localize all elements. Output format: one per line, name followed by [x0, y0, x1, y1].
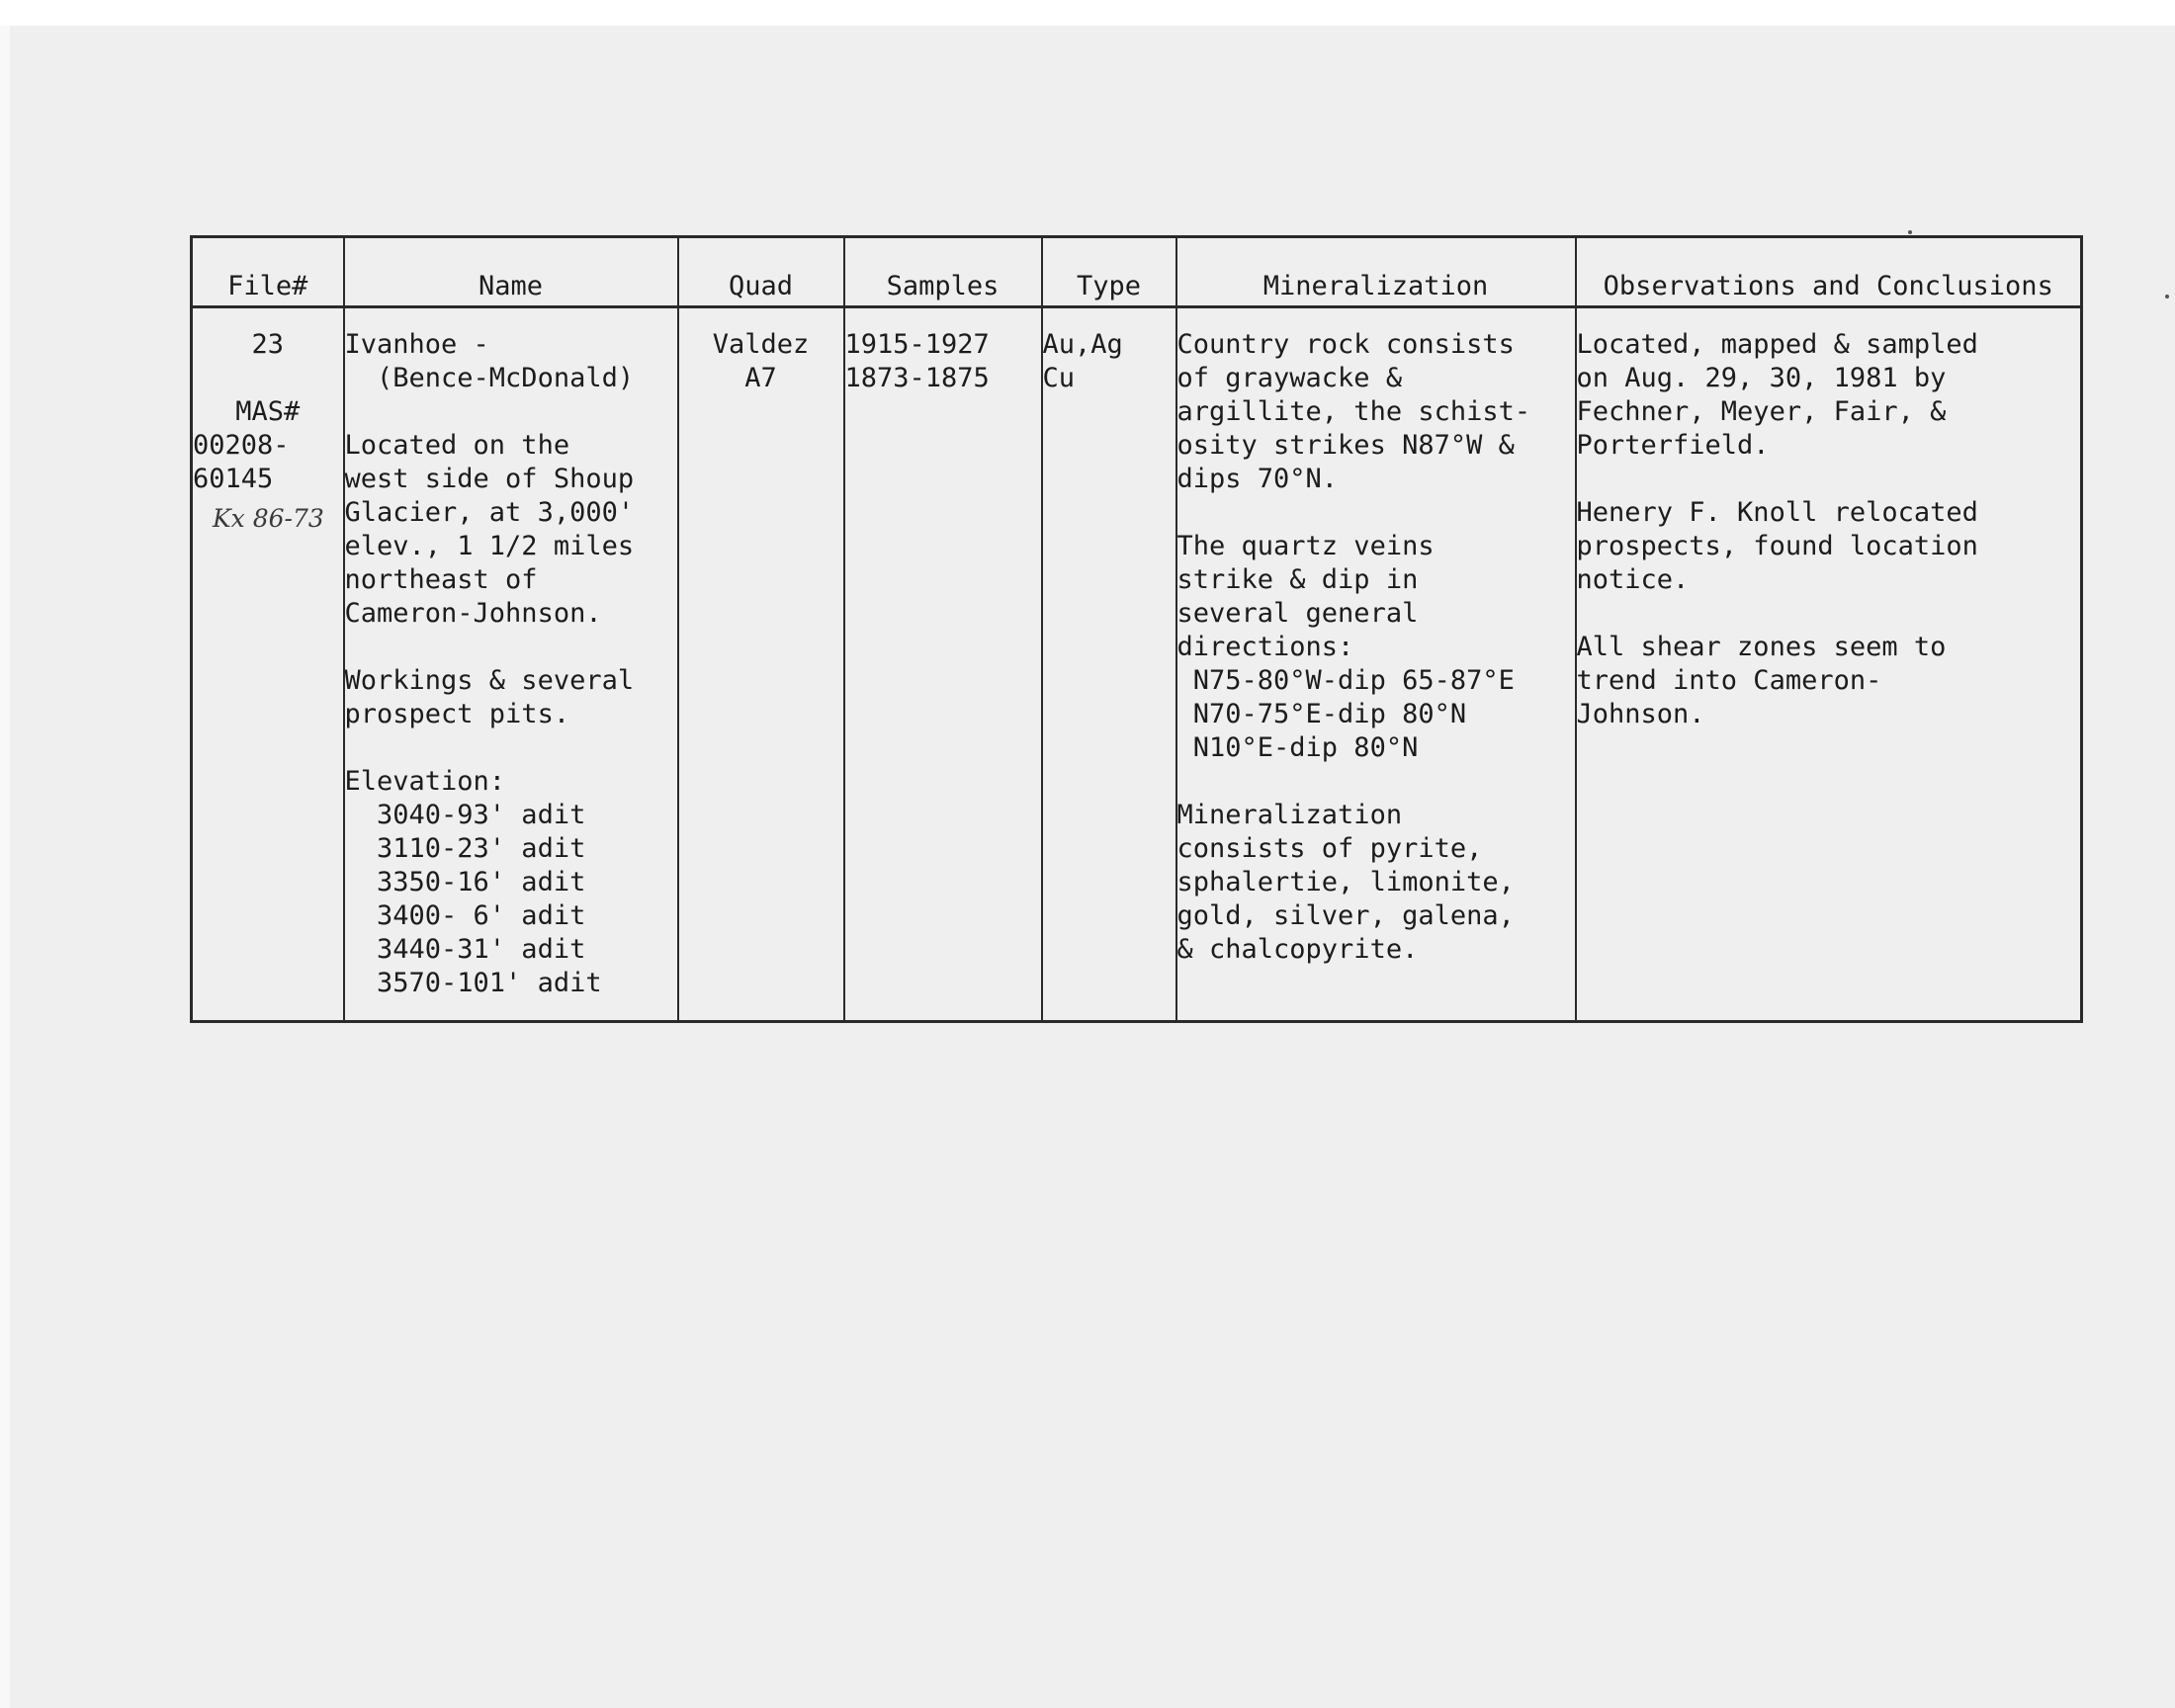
quad-line: Valdez	[712, 329, 810, 360]
knoll-line: notice.	[1576, 564, 1690, 595]
name-title-line: (Bence-McDonald)	[344, 363, 635, 393]
scan-speck	[2165, 295, 2169, 299]
elevation-label: Elevation:	[344, 766, 506, 797]
country-rock-line: argillite, the schist-	[1176, 396, 1531, 427]
header-mineralization: Mineralization	[1176, 237, 1576, 307]
header-observations: Observations and Conclusions	[1576, 237, 2082, 307]
location-line: elev., 1 1/2 miles	[344, 531, 635, 561]
minerals-line: sphalertie, limonite,	[1176, 867, 1515, 897]
country-rock-line: dips 70°N.	[1176, 464, 1339, 494]
elevation-line: 3350-16' adit	[344, 867, 586, 897]
veins-line: N75-80°W-dip 65-87°E	[1176, 665, 1515, 696]
location-line: west side of Shoup	[344, 464, 635, 494]
samples-line: 1873-1875	[844, 363, 990, 393]
located-line: Fechner, Meyer, Fair, &	[1576, 396, 1947, 427]
cell-file	[192, 307, 344, 1022]
scan-speck	[1908, 230, 1912, 234]
samples-line: 1915-1927	[844, 329, 990, 360]
veins-line: several general	[1176, 598, 1419, 629]
located-line: on Aug. 29, 30, 1981 by	[1576, 363, 1947, 393]
name-title-line: Ivanhoe -	[344, 329, 489, 360]
shear-line: Johnson.	[1576, 699, 1705, 729]
type-line: Cu	[1042, 363, 1076, 393]
country-rock-line: Country rock consists	[1176, 329, 1515, 360]
minerals-line: gold, silver, galena,	[1176, 900, 1515, 931]
veins-line: strike & dip in	[1176, 564, 1419, 595]
minerals-line: Mineralization	[1176, 800, 1403, 830]
minerals-line: & chalcopyrite.	[1176, 934, 1419, 965]
cell-quad	[678, 307, 844, 1022]
header-type: Type	[1042, 237, 1176, 307]
table-row	[192, 307, 2082, 1022]
mas-number-line: 00208-	[193, 430, 290, 461]
workings-line: Workings & several	[344, 665, 635, 696]
scan-margin	[0, 26, 10, 1708]
minerals-line: consists of pyrite,	[1176, 833, 1483, 864]
file-number: 23	[251, 329, 284, 360]
type-line: Au,Ag	[1042, 329, 1123, 360]
mas-number-line: 60145	[193, 464, 274, 494]
cell-samples	[844, 307, 1042, 1022]
veins-line: The quartz veins	[1176, 531, 1435, 561]
handwritten-note: Kx 86-73	[213, 504, 324, 533]
cell-name	[344, 307, 678, 1022]
cell-type	[1042, 307, 1176, 1022]
workings-line: prospect pits.	[344, 699, 570, 729]
located-line: Porterfield.	[1576, 430, 1770, 461]
prospect-record-table	[190, 235, 2083, 1023]
elevation-line: 3040-93' adit	[344, 800, 586, 830]
header-row	[192, 237, 2082, 307]
mas-label: MAS#	[235, 396, 301, 427]
elevation-line: 3570-101' adit	[344, 968, 602, 998]
located-line: Located, mapped & sampled	[1576, 329, 1978, 360]
elevation-line: 3110-23' adit	[344, 833, 586, 864]
country-rock-line: osity strikes N87°W &	[1176, 430, 1515, 461]
knoll-line: prospects, found location	[1576, 531, 1978, 561]
header-samples: Samples	[844, 237, 1042, 307]
header-name: Name	[344, 237, 678, 307]
veins-line: N10°E-dip 80°N	[1176, 732, 1419, 763]
location-line: Glacier, at 3,000'	[344, 497, 635, 528]
cell-observations	[1576, 307, 2082, 1022]
header-quad: Quad	[678, 237, 844, 307]
quad-line: A7	[744, 363, 777, 393]
location-line: Cameron-Johnson.	[344, 598, 602, 629]
shear-line: trend into Cameron-	[1576, 665, 1882, 696]
elevation-line: 3400- 6' adit	[344, 900, 586, 931]
cell-mineralization	[1176, 307, 1576, 1022]
veins-line: directions:	[1176, 632, 1354, 662]
knoll-line: Henery F. Knoll relocated	[1576, 497, 1978, 528]
header-file: File#	[192, 237, 344, 307]
location-line: Located on the	[344, 430, 570, 461]
shear-line: All shear zones seem to	[1576, 632, 1947, 662]
veins-line: N70-75°E-dip 80°N	[1176, 699, 1467, 729]
location-line: northeast of	[344, 564, 538, 595]
country-rock-line: of graywacke &	[1176, 363, 1403, 393]
elevation-line: 3440-31' adit	[344, 934, 586, 965]
